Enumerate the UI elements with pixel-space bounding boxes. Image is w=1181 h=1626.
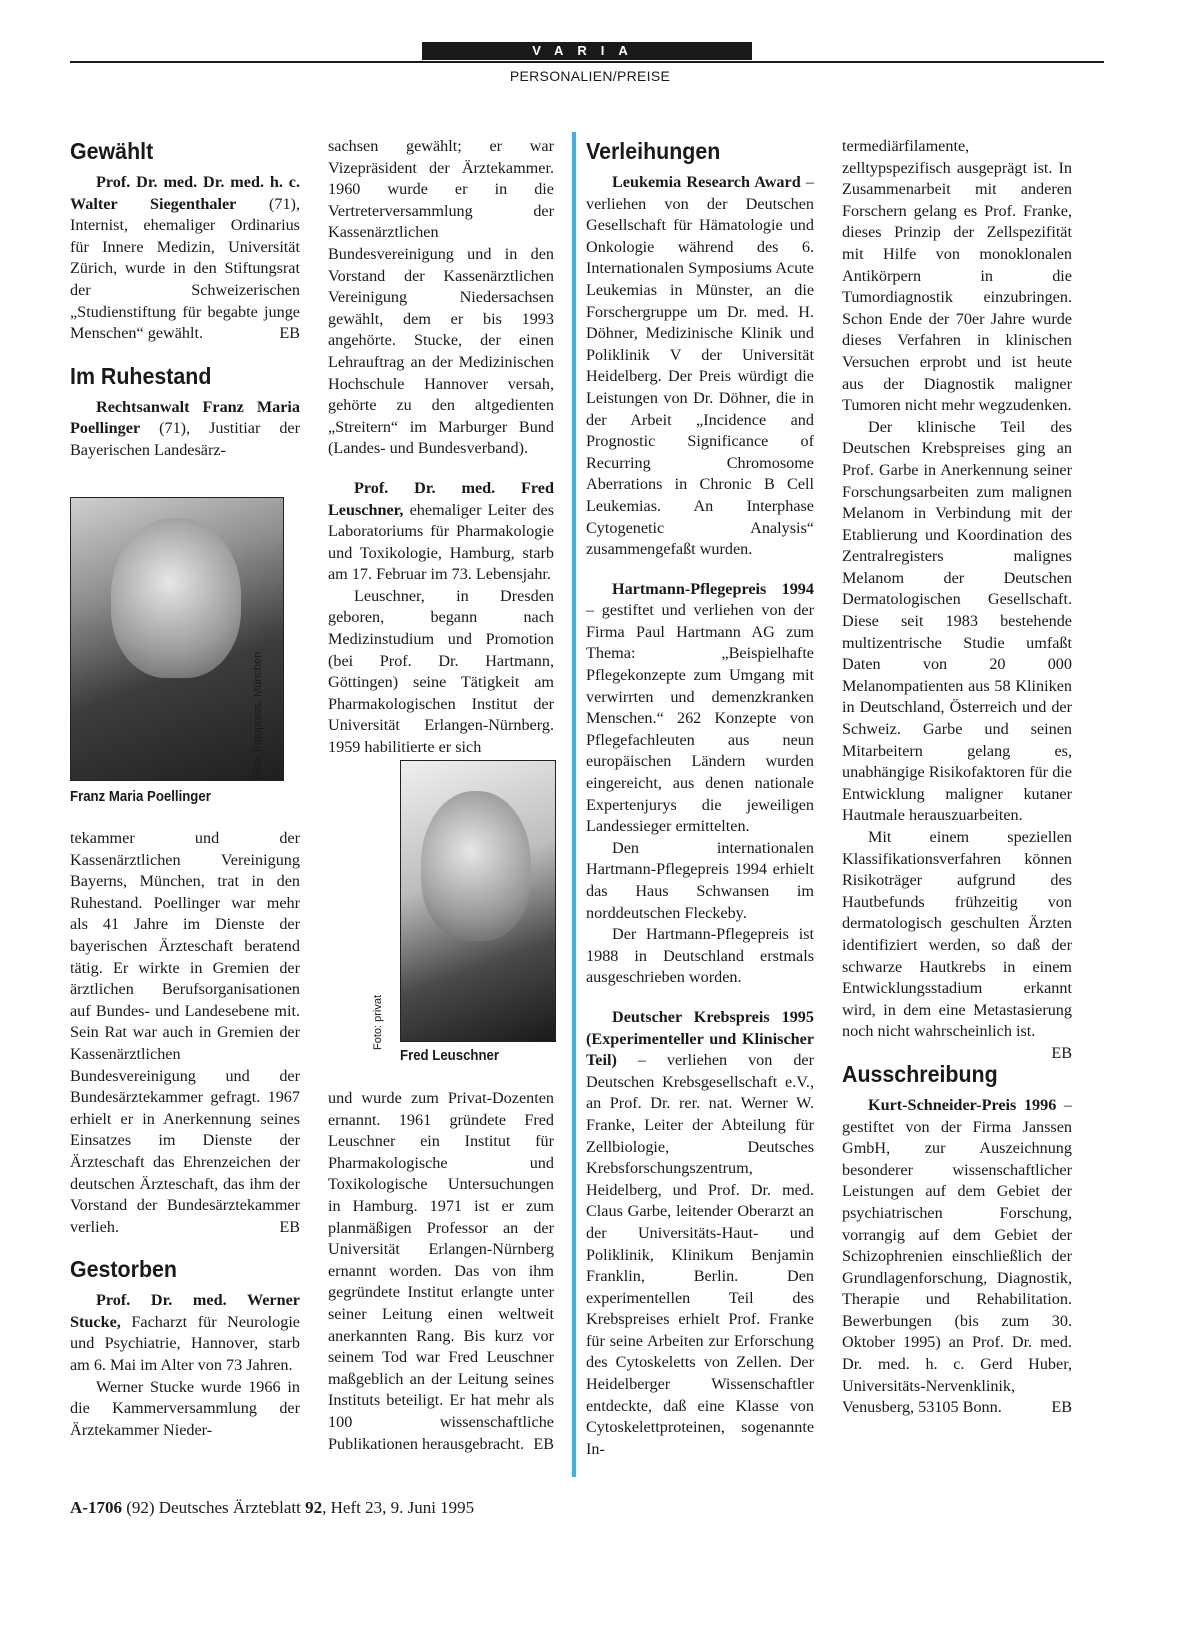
article-hartmann-2: Den internationalen Hartmann-Pflegepreis 1994 erhielt das Haus Schwansen im norddeutschen Fleckeby. <box>586 838 814 922</box>
article-hartmann-3: Der Hartmann-Pflegepreis ist 1988 in Deutschland erstmals ausgeschrieben worden. <box>586 925 814 987</box>
article-krebspreis-3: Mit einem speziellen Klassifikationsverfahren können Risikoträger aufgrund des Hautbefunds frühzeitig von dermatologisch geschulten Ärzten identifiziert werden, so daß der schwarze Hautkrebs in einem Entwicklungsstadium erkannt wird, in dem eine Metastasierung noch nicht wahrscheinlich ist. EB <box>842 827 1072 1043</box>
section-banner: VARIA <box>422 42 752 60</box>
article-leukemia-award: Leukemia Research Award – verliehen von der Deutschen Gesellschaft für Hämatologie und Onkologie während des 6. Internationalen Symposiums Acute Leukemias in Münster, an die Forschergruppe um Dr. med. H. Döhner, Medizinische Klinik und Poliklinik V der Universität Heidelberg. Der Preis würdigt die Leistungen von Dr. Döhner, die in der Arbeit „Incidence and Prognostic Significance of Recurring Chromosome Aberrations in Chronic B Cell Leukemias. An Interphase Cytogenetic Analysis“ zusammengefaßt wurden. <box>586 173 814 559</box>
section-title: PERSONALIEN/PREISE <box>509 68 671 84</box>
signature: EB <box>1051 1043 1072 1062</box>
article-krebspreis: Deutscher Krebspreis 1995 (Experimenteller und Klinischer Teil) – verliehen von der Deutschen Krebsgesellschaft e.V., an Prof. Dr. rer. nat. Werner W. Franke, Leiter der Abteilung für Zellbiologie, Deutsches Krebsforschungszentrum, Heidelberg, und Prof. Dr. med. Claus Garbe, leitender Oberarzt an der Universitäts-Haut- und Poliklinik, Klinikum Benjamin Franklin, Berlin. Den experimentellen Teil des Krebspreises erhielt Prof. Franke für seine Arbeiten zur Erforschung des Cytoskeletts von Zellen. Der Heidelberger Wissenschaftler entdeckte, daß eine Klasse von Cytoskelettproteinen, sogenannte In- <box>586 1007 814 1458</box>
column-3 <box>586 136 814 1460</box>
column-1 <box>70 136 300 462</box>
top-rule <box>70 61 1104 63</box>
name-kurt-schneider-preis: Kurt-Schneider-Preis 1996 <box>868 1095 1057 1114</box>
article-leuschner: Prof. Dr. med. Fred Leuschner, ehemaliger Leiter des Laboratoriums für Pharmakologie und Toxikologie, Hamburg, starb am 17. Februar im 73. Lebensjahr. <box>328 478 554 584</box>
article-gewaehlt: Prof. Dr. med. Dr. med. h. c. Walter Siegenthaler (71), Internist, ehemaliger Ordinarius für Innere Medizin, Universität Zürich, wurde in den Stiftungsrat der Schweizerischen „Studienstiftung für begabte junge Menschen“ gewählt. EB <box>70 172 300 345</box>
name-poellinger: Rechtsanwalt Franz Maria Poellinger <box>70 397 300 438</box>
signature: EB <box>533 1434 554 1453</box>
article-stucke-2: Werner Stucke wurde 1966 in die Kammerversammlung der Ärztekammer Nieder- <box>70 1377 300 1439</box>
heading-gestorben: Gestorben <box>70 1256 177 1283</box>
name-krebspreis: Deutscher Krebspreis 1995 (Experimenteller und Klinischer Teil) <box>586 1007 814 1070</box>
photo-caption: Fred Leuschner <box>400 1047 500 1064</box>
article-stucke-continued: sachsen gewählt; er war Vizepräsident der Ärztekammer. 1960 wurde er in die Vertreterversammlung der Kassenärztlichen Bundesvereinigung und in den Vorstand der Kassenärztlichen Vereinigung Niedersachsen gewählt, dem er bis 1993 angehörte. Stucke, der einen Lehrauftrag an der Medizinischen Hochschule Hannover versah, gehörte zu den altgedienten „Streitern“ im Marburger Bund (Landes- und Bundesverband). <box>328 137 554 458</box>
column-4 <box>842 136 1072 1419</box>
article-leuschner-2: Leuschner, in Dresden geboren, begann nach Medizinstudium und Promotion (bei Prof. Dr. Hartmann, Göttingen) seine Tätigkeit am Pharmakologischen Institut der Universität Erlangen-Nürnberg. 1959 habilitierte er sich <box>328 586 554 757</box>
name-leuschner: Prof. Dr. med. Fred Leuschner, <box>328 478 554 519</box>
portrait-face <box>111 518 241 678</box>
article-hartmann: Hartmann-Pflegepreis 1994 – gestiftet und verliehen von der Firma Paul Hartmann AG zum Thema: „Beispielhafte Pflegekonzepte zum Umgang mit verwirrten und demenzkranken Menschen.“ 262 Konzepte von Pflegefachleuten aus neun europäischen Ländern wurden eingereicht, aus denen nationale Expertenjurys die jeweiligen Landessieger ermittelten. <box>586 579 814 836</box>
article-ruhestand: Rechtsanwalt Franz Maria Poellinger (71), Justitiar der Bayerischen Landesärz- <box>70 397 300 459</box>
column-1-continued <box>70 828 300 1441</box>
photo-credit: Foto: privat <box>372 994 384 1050</box>
article-kurt-schneider: Kurt-Schneider-Preis 1996 – gestiftet von der Firma Janssen GmbH, zur Auszeichnung besonderer wissenschaftlicher Leistungen auf dem Gebiet der psychiatrischen Forschung, vorrangig auf dem Gebiet der Schizophrenien einschließlich der Grundlagenforschung, Diagnostik, Therapie und Rehabilitation. Bewerbungen (bis zum 30. Oktober 1995) an Prof. Dr. med. Dr. med. h. c. Gerd Huber, Universitäts-Nervenklinik, Venusberg, 53105 Bonn. EB <box>842 1095 1072 1419</box>
page-number: A-1706 <box>70 1498 122 1517</box>
signature: EB <box>279 324 300 343</box>
article-ruhestand-continued: tekammer und der Kassenärztlichen Vereinigung Bayerns, München, trat in den Ruhestand. Poellinger war mehr als 41 Jahre im Dienste der bayerischen Ärzteschaft beratend tätig. Er wirkte in Gremien der ärztlichen Berufsorganisationen auf Bundes- und Landesebene mit. Sein Rat war auch in Gremien der Kassenärztlichen Bundesvereinigung und der Bundesärztekammer gefragt. 1967 erhielt er in Anerkennung seines Einsatzes im Dienste der Ärzteschaft das Ehrenzeichen der deutschen Ärzteschaft, das ihm der Vorstand der Bundesärztekammer verlieh. EB <box>70 828 300 1238</box>
article-leuschner-continued: und wurde zum Privat-Dozenten ernannt. 1961 gründete Fred Leuschner ein Institut für Pharmakologische und Toxikologische Untersuchungen in Hamburg. 1971 ist er zum planmäßigen Professor an der Universität Erlangen-Nürnberg ernannt worden. Das von ihm gegründete Institut erlangte unter seiner Leitung einen weltweit anerkannten Rang. Bis kurz vor seinem Tod war Fred Leuschner maßgeblich an der Leitung seines Instituts beteiligt. Er hat mehr als 100 wissenschaftliche Publikationen herausgebracht. EB <box>328 1088 554 1455</box>
page-footer: A-1706 (92) Deutsches Ärzteblatt 92, Heft 23, 9. Juni 1995 <box>70 1498 475 1517</box>
name-siegenthaler: Prof. Dr. med. Dr. med. h. c. Walter Siegenthaler <box>70 173 300 213</box>
article-krebspreis-2: Der klinische Teil des Deutschen Krebspreises ging an Prof. Garbe in Anerkennung seiner Forschungsarbeiten zum malignen Melanom in Verbindung mit der Etablierung und Koordination des Zentralregisters malignes Melanom der Deutschen Dermatologischen Gesellschaft. Diese seit 1983 bestehende multizentrische Studie umfaßt Daten von 20 000 Melanompatienten aus 58 Kliniken in Deutschland, Österreich und der Schweiz. Garbe und seinen Mitarbeitern gelang es, unabhängige Risikofaktoren für die Entwicklung maligner kutaner Hautmale herauszuarbeiten. <box>842 417 1072 825</box>
heading-verleihungen: Verleihungen <box>586 138 721 164</box>
name-stucke: Prof. Dr. med. Werner Stucke, <box>70 1291 300 1331</box>
portrait-leuschner <box>400 760 556 1042</box>
heading-gewaehlt: Gewählt <box>70 138 154 164</box>
article-stucke: Prof. Dr. med. Werner Stucke, Facharzt für Neurologie und Psychiatrie, Hannover, starb am 6. Mai im Alter von 73 Jahren. <box>70 1291 300 1375</box>
volume-number: 92 <box>305 1498 323 1517</box>
signature: EB <box>1051 1398 1072 1417</box>
portrait-face <box>421 791 531 941</box>
article-krebspreis-continued: termediärfilamente, zelltypspezifisch ausgeprägt ist. In Zusammenarbeit mit anderen Forschern gelang es Prof. Franke, dieses Prinzip der Zellspezifität mit Hilfe von monoklonalen Antikörpern in die Tumordiagnostik einzubringen. Schon Ende der 70er Jahre wurde dieses Verfahren in klinischen Versuchen erprobt und ist heute aus der Diagnostik maligner Tumoren nicht mehr wegzudenken. <box>842 137 1072 415</box>
column-divider <box>572 132 576 1477</box>
name-hartmann-pflegepreis: Hartmann-Pflegepreis 1994 <box>612 579 814 598</box>
heading-ruhestand: Im Ruhestand <box>70 362 212 389</box>
photo-credit: Foto: Fotopress, München <box>252 651 264 780</box>
column-2-continued <box>328 1088 554 1455</box>
name-leukemia-award: Leukemia Research Award <box>612 173 801 191</box>
photo-caption: Franz Maria Poellinger <box>70 788 211 805</box>
heading-ausschreibung: Ausschreibung <box>842 1060 998 1087</box>
signature: EB <box>279 1217 300 1236</box>
column-2 <box>328 136 554 759</box>
